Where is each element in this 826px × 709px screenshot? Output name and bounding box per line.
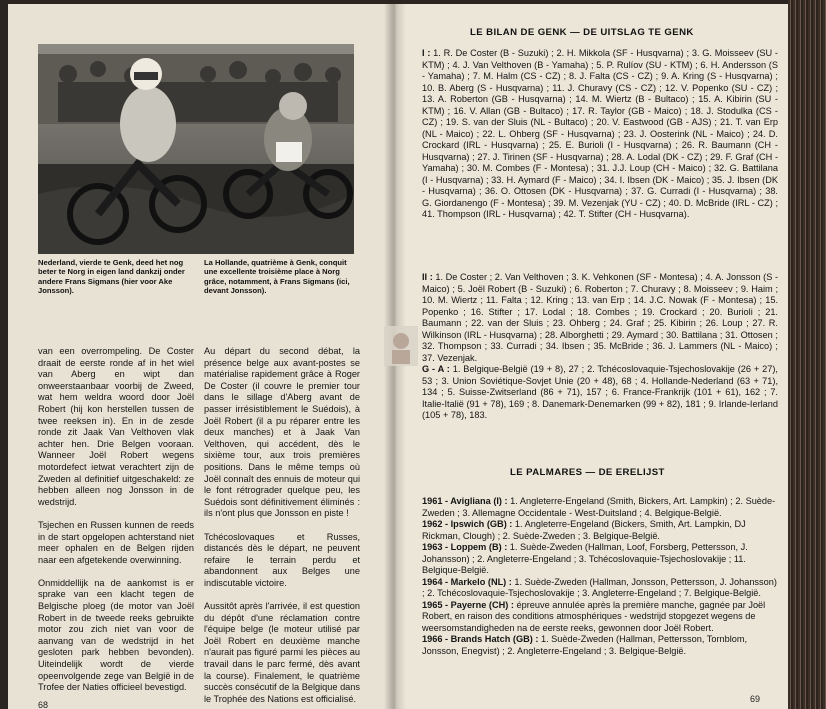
palmares-entry-text: 1. Angleterre-Engeland (Bickers, Smith, Art. Lampkin, DJ Rickman, Clough) ; 2. Suède-Zweden ; 3. Belgique-België. — [422, 519, 746, 541]
palmares-entry — [422, 634, 778, 657]
palmares-entry-text: 1. Angleterre-Engeland (Smith, Bickers, Art. Lampkin) ; 2. Suède-Zweden ; 3. Allemagne Occidentale - West-Duitsland ; 4. Belgique-België. — [422, 496, 776, 518]
palmares-entry-text: épreuve annulée après la première manche, gagnée par Joël Robert, en raison des conditions atmosphériques - wedstrijd stopgezet wegens de weersomstandigheden na de eerste reeks, gewonnen door Joël Robert. — [422, 599, 766, 633]
general-label: G - A : — [422, 364, 450, 374]
palmares-entry — [422, 577, 778, 600]
photo-caption-dutch: Nederland, vierde te Genk, deed het nog beter te Norg in eigen land dankzij onder andere Frans Sigmans (hier voor Ake Jonsson). — [38, 258, 185, 295]
palmares-entry-head: 1962 - Ipswich (GB) : — [422, 519, 513, 529]
palmares-list — [422, 496, 778, 657]
palmares-entry-text: 1. Suède-Zweden (Hallman, Pettersson, Tornblom, Jonsson, Enegvist) ; 2. Angleterre-Engeland ; 3. Belgique-België. — [422, 634, 748, 656]
heat-1-text: 1. R. De Coster (B - Suzuki) ; 2. H. Mikkola (SF - Husqvarna) ; 3. G. Moisseev (SU - KTM) ; 4. J. Van Velthoven (B - Yamaha) ; 5. P. Rulíov (SU - KTM) ; 6. H. Andersson (S - Yamaha) ; 7. M. Halm (CS - CZ) ; 8. J. Falta (CS - CZ) ; 9. A. Kring (S - Husqvarna) ; 10. B. Aberg (S - Husqvarna) ; 11. J. Churavy (CS - CZ) ; 12. V. Popenko (SU - CZ) ; 13. A. Roberton (GB - Husqvarna) ; 14. M. Wiertz (B - Bultaco) ; 15. A. Kibirin (SU - KTM) ; 16. V. Allan (GB - Bultaco) ; 17. R. Taylor (GB - Maico) ; 18. J. Stodulka (CS - CZ) ; 19. S. van der Sluis (NL - Bultaco) ; 20. V. Eastwood (GB - AJS) ; 21. T. van Erp (NL - Maico) ; 22. L. Ohberg (SF - Husqvarna) ; 23. J. Oosterink (NL - Maico) ; 24. D. Crockard (IRL - Husqvarna) ; 25. E. Burioli (I - Husqvarna) ; 26. R. Baumann (CH - Husqvarna) ; 27. J. Tirinen (SF - Husqvarna) ; 28. A. Lodal (DK - CZ) ; 29. F. Graf (CH - Yamaha) ; 30. M. Combes (F - Montesa) ; 31. J.J. Loup (CH - Maico) ; 32. G. Battilana (I - Husqvarna) ; 33. H. Aymard (F - Maico) ; 34. I. Ibsen (DK - Maico) ; 35. J. Ibsen (DK - Husqvarna) ; 36. O. Ottosen (DK - Husqvarna) ; 37. G. Curradi (I - Husqvarna) ; 38. G. Giordanengo (F - Montesa) ; 39. M. Vezenjak (YU - CZ) ; 40. D. McBride (IRL - CZ) ; 41. Thompson (IRL - Husqvarna) ; 42. T. Stifter (CH - Husqvarna). — [422, 48, 778, 219]
heat-1-label: I : — [422, 48, 431, 58]
heat-2-text: 1. De Coster ; 2. Van Velthoven ; 3. K. Vehkonen (SF - Montesa) ; 4. A. Jonsson (S - Maico) ; 5. Joël Robert (B - Suzuki) ; 6. Roberton ; 7. Churavy ; 8. Moisseev ; 9. Haim ; 10. M. Wiertz ; 11. Falta ; 12. Kring ; 13. van Erp ; 14. J.C. Nowak (F - Montesa) ; 15. Popenko ; 16. Stifter ; 17. Lodal ; 18. Combes ; 19. Crockard ; 20. Burioli ; 21. Baumann ; 22. van der Sluis ; 23. Ohberg ; 24. Graf ; 25. Kibirin ; 26. Loup ; 27. R. Wilkinson (IRL - Husqvarna) ; 28. Alborghetti ; 29. Aymard ; 30. Battilana ; 31. Ottosen ; 32. Thompson ; 33. Curradi ; 34. Ibsen ; 35. McBride ; 36. J. Lammers (NL - Maico) ; 37. Vezenjak. — [422, 272, 779, 363]
general-text: 1. Belgique-België (19 + 8), 27 ; 2. Tchécoslovaquie-Tsjechoslovakije (26 + 27), 53 ; 3. Union Soviétique-Sovjet Unie (20 + 48), 68 ; 4. Hollande-Nederland (63 + 71), 134 ; 5. Suisse-Zwitserland (86 + 71), 157 ; 6. France-Frankrijk (101 + 61), 162 ; 7. Italie-Italië (91 + 78), 169 ; 8. Danemark-Denemarken (99 + 82), 181 ; 9. Irlande-Ierland (105 + 78), 183. — [422, 364, 778, 420]
results-heat-2 — [422, 272, 778, 364]
left-page — [8, 4, 392, 709]
results-heat-1 — [422, 48, 778, 221]
section-header-genk: LE BILAN DE GENK — DE UITSLAG TE GENK — [470, 27, 694, 38]
palmares-entry-text: 1. Suède-Zweden (Hallman, Loof, Forsberg, Pettersson, J. Johansson) ; 2. Angleterre-Engeland ; 3. Tchécoslovaquie-Tsjechoslovakije ; 11. Belgique-België. — [422, 542, 748, 575]
section-header-palmares: LE PALMARES — DE ERELIJST — [510, 467, 665, 478]
portrait-stamp-icon — [384, 326, 418, 366]
palmares-entry-head: 1963 - Loppem (B) : — [422, 542, 508, 552]
riders-image — [38, 44, 354, 254]
page-number-right: 69 — [750, 694, 761, 704]
palmares-entry — [422, 519, 778, 542]
results-general — [422, 364, 778, 422]
text-column-dutch: van een overrompeling. De Coster draait de eerste ronde af in het wiel van Aberg en wipt dan onweerstaanbaar voorbij de Zweed, wat hem weldra woord door Joël Robert (hij kon herstellen tussen de twee reeksen in). En in de zesde ronde zit Jaak Van Velthoven vlak achter hen. Drie Belgen vooraan. Wanneer Joël Robert wegens motordefect ietwat verachtert zijn de Zweden al definitief uitgeschakeld: ze hebben alleen nog Jonsson in de wedstrijd. Tsjechen en Russen kunnen de reeds in de start opgelopen achterstand niet meer ophalen en de Belgen rijden naar een afgetekende overwinning. Onmiddellijk na de aankomst is er sprake van een klacht tegen de Belgische ploeg (de motor van Joël Robert in de tweede reeks gebruikte motor zou zich niet van voor de aanvang van de wedstrijd in het gesloten park hebben bevonden). Uiteindelijk wordt de vierde opeenvolgende zege van België in de Trofee der Naties officieel bevestigd. — [38, 346, 194, 693]
motocross-photo — [38, 44, 354, 254]
right-page — [392, 4, 788, 709]
palmares-entry — [422, 600, 778, 635]
palmares-entry-text: 1. Suède-Zweden (Hallman, Jonsson, Pettersson, J. Johansson) ; 2. Tchécoslovaquie-Tsjechoslovakije ; 3. Angleterre-Engeland ; 7. Belgique-België. — [422, 576, 777, 598]
page-number-left: 68 — [38, 700, 49, 709]
photo-caption-french: La Hollande, quatrième à Genk, conquit une excellente troisième place à Norg grâce, notamment, à Frans Sigmans (ici, devant Jonsson). — [204, 258, 350, 295]
palmares-entry-head: 1966 - Brands Hatch (GB) : — [422, 634, 539, 644]
palmares-entry — [422, 542, 778, 577]
heat-2-label: II : — [422, 272, 433, 282]
page-edges — [788, 0, 826, 709]
palmares-entry-head: 1961 - Avigliana (I) : — [422, 496, 508, 506]
palmares-entry-head: 1964 - Markelo (NL) : — [422, 576, 512, 587]
palmares-entry-head: 1965 - Payerne (CH) : — [422, 599, 514, 610]
palmares-entry — [422, 496, 778, 519]
text-column-french: Au départ du second débat, la présence belge aux avant-postes se matérialise rapidement grâce à Roger De Coster (il couvre le premier tour dans le sillage d'Aberg avant de passer irrésistiblement le Suédois), à Joël Robert (il a pu réparer entre les deux manches) et à Jaak Van Velthoven, qui accédent, dès le sixième tour, aux trois premières positions. Dans le même temps où Joël connaît des ennuis de moteur qui le font rétrograder quelque peu, les Suédois sont définitivement éliminés : ils n'ont plus que Jonsson en piste ! Tchécoslovaques et Russes, distancés dès le départ, ne peuvent refaire le terrain perdu et abandonnent aux Belges une indiscutable victoire. Aussitôt après l'arrivée, il est question du dépôt d'une réclamation contre l'équipe belge (le moteur utilisé par Joël Robert en deuxième manche n'aurait pas figuré parmi les pièces au travail dans le parc fermé, dès avant la course). Finalement, le quatrième succès consécutif de la Belgique dans le Trophée des Nations est officialisé. — [204, 346, 360, 704]
